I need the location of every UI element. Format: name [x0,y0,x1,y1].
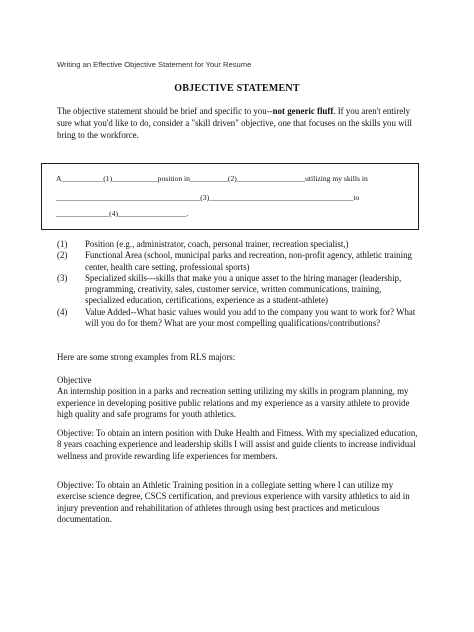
intro-text-start: The objective statement should be brief and specific to you-- [57,106,273,116]
formula-line-1: A___________(1)____________position in__________(2)__________________utilizing my skills in [56,174,368,183]
formula-line-2: ______________________________________(3)______________________________________to [56,193,360,202]
list-item-number: (4) [57,306,68,317]
example-text: An internship position in a parks and recreation setting utilizing my skills in program planning, my experience in developing positive public relations and my experience as a varsity athlete to provide high quality and safe programs for youth athletics. [57,386,410,419]
list-item-text: Functional Area (school, municipal parks and recreation, non-profit agency, athletic training center, health care setting, professional sports) [85,250,412,272]
intro-emphasis: not generic fluff [272,106,334,116]
list-item-text: Value Added--What basic values would you add to the company you want to work for? What will you do for them? What are your most compelling qualifications/contributions? [85,306,416,329]
formula-line-3: ______________(4)__________________. [56,209,189,218]
objective-formula-box [41,163,419,230]
running-header: Writing an Effective Objective Statement for Your Resume [57,60,252,69]
example-objective-2: Objective: To obtain an intern position with Duke Health and Fitness. With my specialized education, 8 years coaching experience and leadership skills I will assist and guide clients to increase individual wellness and provide rewarding life experiences for members. [57,428,418,461]
list-item [57,250,423,273]
list-item-text: Specialized skills---skills that make you a unique asset to the hiring manager (leadership, programming, creativity, sales, customer service, written communications, training, specialized education, certifications, experience as a student-athlete) [85,272,402,306]
example-label: Objective [57,375,92,385]
list-item [57,307,423,330]
page-title: OBJECTIVE STATEMENT [174,83,300,94]
list-item-number: (3) [57,272,68,283]
list-item-text: Position (e.g., administrator, coach, personal trainer, recreation specialist,) [85,239,349,249]
example-objective-3: Objective: To obtain an Athletic Training position in a collegiate setting where I can utilize my exercise science degree, CSCS certification, and previous experience with varsity athletics to aid in injury prevention and rehabilitation of athletes through using best practices and meticulous documentation. [57,480,410,524]
intro-text-end: . If you aren't entirely sure what you'd like to do, consider a "skill driven" objective, one that focuses on the skills you will bring to the workforce. [57,106,412,140]
intro-paragraph [57,105,419,141]
example-objective-1 [57,375,419,420]
list-item [57,239,423,250]
examples-intro: Here are some strong examples from RLS majors: [57,352,236,362]
list-item [57,273,423,307]
list-item-number: (2) [57,250,68,261]
list-item-number: (1) [57,239,68,249]
formula-components-list [57,239,423,329]
